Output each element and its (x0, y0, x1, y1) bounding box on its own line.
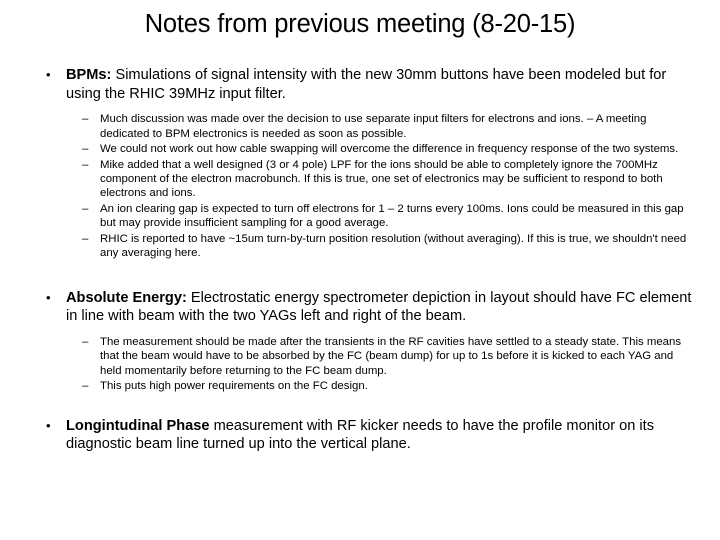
list-item-text: Much discussion was made over the decision to use separate input filters for electrons and ions. – A meeting dedicated to BPM electronics is needed as soon as possible. (100, 113, 647, 140)
list-item-text: This puts high power requirements on the FC design. (100, 380, 368, 393)
bullet-lead-label: BPMs: (66, 67, 112, 83)
bullet-text: measurement with RF kicker needs to have the profile monitor on its diagnostic beam line turned up into the vertical plane. (66, 417, 655, 453)
list-item (36, 335, 696, 378)
list-item (36, 379, 696, 393)
dash-marker-icon: – (82, 380, 89, 393)
bullet-marker-icon: • (46, 67, 51, 82)
list-item (36, 202, 696, 231)
dash-marker-icon: – (82, 158, 89, 171)
list-item (36, 158, 696, 201)
bullet-level1 (36, 417, 696, 454)
bullet-text: Electrostatic energy spectrometer depiction in layout should have FC element in line with beam with the two YAGs left and right of the beam. (66, 289, 692, 325)
list-item-text: The measurement should be made after the transients in the RF cavities have settled to a steady state. This means that the beam would have to be absorbed by the FC (beam dump) for up to 1s before it is kicked to each YAG and held momentarily before returning to the FC beam dump. (100, 335, 682, 377)
sublist-level2 (36, 112, 696, 260)
dash-marker-icon: – (82, 202, 89, 215)
bullet-text: Simulations of signal intensity with the new 30mm buttons have been modeled but for using the RHIC 39MHz input filter. (66, 67, 667, 102)
list-item-text: We could not work out how cable swapping will overcome the difference in frequency response of the two systems. (100, 143, 679, 156)
sublist-level2 (36, 335, 696, 394)
bullet-level1 (36, 66, 696, 103)
list-item (36, 142, 696, 156)
list-item-text: RHIC is reported to have ~15um turn-by-turn position resolution (without averaging). If this is true, we shouldn't need any averaging here. (100, 232, 687, 260)
list-item-text: An ion clearing gap is expected to turn off electrons for 1 – 2 turns every 100ms. Ions could be measured in this gap but may provide insufficient sampling for a good average. (100, 202, 684, 230)
list-item-text: Mike added that a well designed (3 or 4 pole) LPF for the ions should be able to completely ignore the 700MHz component of the electron macrobunch. If this is true, one set of electronics may be sufficient to respond to both electrons and ions. (100, 158, 663, 200)
dash-marker-icon: – (82, 113, 89, 126)
dash-marker-icon: – (82, 143, 89, 156)
bullet-lead-label: Absolute Energy: (66, 289, 187, 306)
spacer (36, 262, 696, 289)
list-item (36, 232, 696, 261)
dash-marker-icon: – (82, 232, 89, 245)
bullet-marker-icon: • (46, 417, 51, 433)
list-item (36, 112, 696, 141)
bullet-level1 (36, 289, 696, 326)
slide-body (36, 66, 696, 454)
dash-marker-icon: – (82, 335, 89, 348)
bullet-lead-label: Longintudinal Phase (66, 417, 210, 434)
bullet-marker-icon: • (46, 289, 51, 305)
spacer (36, 395, 696, 417)
page-title: Notes from previous meeting (8-20-15) (144, 10, 576, 38)
